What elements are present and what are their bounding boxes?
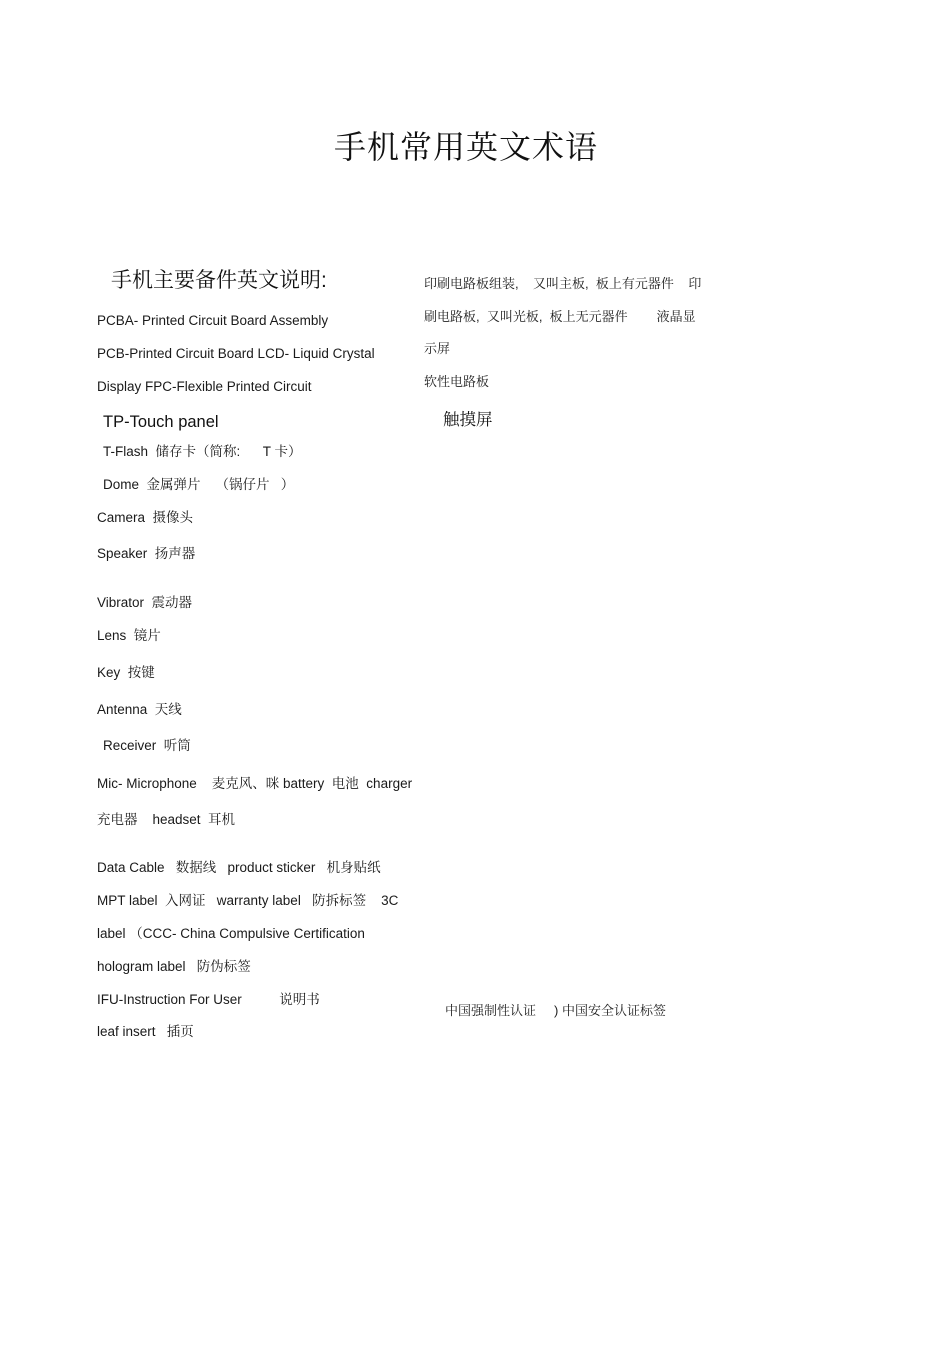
term-line: Receiver 听筒 [103,738,191,753]
term-line: 充电器 headset 耳机 [97,812,236,827]
definition-line: 刷电路板, 又叫光板, 板上无元器件 液晶显 [424,309,696,324]
definition-line: 软性电路板 [424,374,490,389]
page-title: 手机常用英文术语 [334,129,599,165]
term-line: MPT label 入网证 warranty label 防拆标签 3C [97,893,399,908]
term-line: Lens 镜片 [97,628,161,643]
definition-line: 触摸屏 [443,411,493,429]
term-line: Speaker 扬声器 [97,546,196,561]
term-line: PCBA- Printed Circuit Board Assembly [97,313,329,328]
definition-line: 示屏 [424,341,451,356]
term-line: Vibrator 震动器 [97,595,193,610]
definition-line: 中国强制性认证 ) 中国安全认证标签 [445,1003,667,1018]
definition-line: 印刷电路板组装, 又叫主板, 板上有元器件 印 [424,276,702,291]
term-line: Dome 金属弹片 （锅仔片 ） [103,477,295,492]
term-line: hologram label 防伪标签 [97,959,251,974]
term-line: Data Cable 数据线 product sticker 机身贴纸 [97,860,381,875]
term-line: PCB-Printed Circuit Board LCD- Liquid Crystal [97,346,375,361]
term-line: Antenna 天线 [97,702,182,717]
term-line: leaf insert 插页 [97,1024,194,1039]
term-line: Camera 摄像头 [97,510,194,525]
term-line: Mic- Microphone 麦克风、咪 battery 电池 charger [97,776,413,791]
term-line: Key 按键 [97,665,155,680]
term-line: IFU-Instruction For User 说明书 [97,992,320,1007]
term-line: Display FPC-Flexible Printed Circuit [97,379,312,394]
term-line: T-Flash 储存卡（简称: T 卡） [103,444,302,459]
term-line: TP-Touch panel [103,413,219,431]
term-line: label （CCC- China Compulsive Certification [97,926,365,941]
section-heading: 手机主要备件英文说明: [111,269,327,292]
